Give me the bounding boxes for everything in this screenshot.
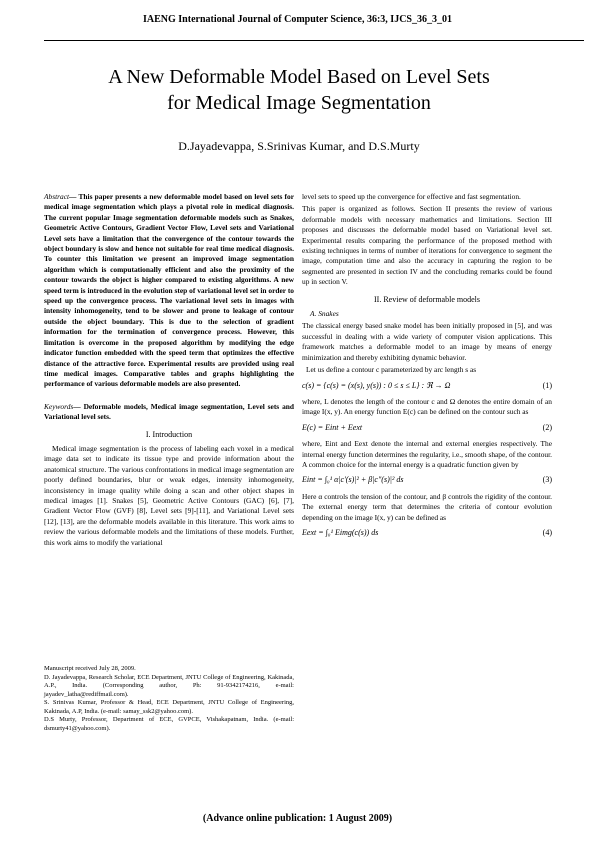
abstract-text: — This paper presents a new deformable model based on level sets for medical image segmentation which plays a pivotal role in medical diagnosis. The current popular Image segmentation deformable models such as Snakes, Geometric Active Contours, Gradient Vector Flow, Level sets and Variational Level sets have a limitation that the convergence of the contour towards the object boundary is slow and hence not suitable for real time medical diagnosis. To counter this limitation we present an improved image segmentation algorithm which is computationally efficient and also the proximity of the contour towards the object is higher compared to existing algorithms. A new speed term is introduced in the evolution step of variational level set in order to speed up the convergence process. The variational level sets in images with intensity inhomogeneity, tend to be slower and prone to leakage of contour outside the object boundary. This is due to the selection of gradient information for the termination of convergence process. However, this limitation is overcome in the proposed algorithm by modifying the edge indicator function embedded with the speed term that optimizes the effective distance of the attractive force. Experimental results are provided using real time medical images. Comparative tables and graphs highlighting the performance of various deformable models are also presented. <box>44 192 294 389</box>
left-column <box>44 192 294 550</box>
snakes-paragraph-5: Here α controls the tension of the contour, and β controls the rigidity of the contour. The external energy term that determines the criteria of contour evolution depending on the image I(x, y) can be defined as <box>302 491 552 522</box>
footnote-author-2: S. Srinivas Kumar, Professor & Head, ECE Department, JNTU College of Engineering, Kakinada, A.P, India. (e-mail: samay_ssk2@yahoo.com). <box>44 699 294 715</box>
equation-4 <box>302 528 552 538</box>
abstract-label: Abstract <box>44 192 70 201</box>
equation-3-body: Eint = ∫₀¹ α|c′(s)|² + β|c″(s)|² ds <box>302 475 404 485</box>
equation-1 <box>302 381 552 391</box>
equation-1-number: (1) <box>542 380 552 390</box>
footnote-manuscript: Manuscript received July 28, 2009. <box>44 665 136 672</box>
equation-3-number: (3) <box>542 475 552 485</box>
snakes-paragraph-1: The classical energy based snake model has been initially proposed in [5], and was successful in dealing with a wide variety of computer vision applications. This framework matches a deformable model to an image by means of energy minimization and thereby exhibiting dynamic behavior. <box>302 321 552 362</box>
equation-2 <box>302 423 552 433</box>
right-column <box>302 192 552 544</box>
keywords <box>44 402 294 423</box>
subsection-snakes-heading: A. Snakes <box>310 309 339 319</box>
equation-1-body: c(s) = {c(s) = (x(s), y(s)) : 0 ≤ s ≤ L} : ℜ → Ω <box>302 380 451 390</box>
equation-4-number: (4) <box>542 527 552 537</box>
keywords-label: Keywords <box>44 401 74 411</box>
snakes-paragraph-3: where, L denotes the length of the contour c and Ω denotes the entire domain of an image I(x, y). An energy function E(c) can be defined on the contour such as <box>302 396 552 417</box>
right-paragraph-1: level sets to speed up the convergence for effective and fast segmentation. <box>302 192 521 201</box>
section-1-heading: I. Introduction <box>145 429 193 439</box>
equation-2-body: E(c) = Eint + Eext <box>302 422 363 432</box>
footnote-author-3: D.S Murty, Professor, Department of ECE, GVPCE, Vishakapatnam, India. (e-mail: dsmurty41@yahoo.com). <box>44 716 294 732</box>
right-paragraph-2: This paper is organized as follows. Section II presents the review of various deformable models with necessary mathematics and limitations. Section III proposes and discusses the deformable model based on Variational level set. Experimental results comparing the performance of the proposed method with existing techniques in terms of number of iterations for convergence to segment the image, computation time and also the accuracy in capturing the region to be segmented are presented in section IV and the concluding remarks could be found up in section V. <box>302 204 552 287</box>
paper-title <box>44 64 554 116</box>
section-2-heading: II. Review of deformable models <box>374 294 480 304</box>
title-line-1: A New Deformable Model Based on Level Sets <box>108 66 490 88</box>
intro-paragraph: Medical image segmentation is the process of labeling each voxel in a medical image data set to indicate its tissue type and provide information about the anatomical structure. The various confrontations in medical image segmentation are poorly defined boundaries, blur or weak edges, intensity inhomogeneity, inconsistency in image quality while doing a scan and other object shapes in medical images [1]. Snakes [5], Geometric Active Contours (GAC) [6], [7], Gradient Vector Flow (GVF) [8], Level sets [9]-[11], and Variational Level sets [12], [13], are the deformable models available in this literature. This work aims to review the various deformable models and the limitations of these models. Further, this work aims to modify the variational <box>44 443 294 547</box>
equation-2-number: (2) <box>542 422 552 432</box>
snakes-paragraph-4: where, Eint and Eext denote the internal and external energies respectively. The internal energy function determines the regularity, i.e., smooth shape, of the contour. A common choice for the internal energy is a quadratic function given by <box>302 439 552 469</box>
publication-footer: (Advance online publication: 1 August 2009) <box>202 813 393 824</box>
title-line-2: for Medical Image Segmentation <box>167 92 431 114</box>
header-rule <box>44 40 584 41</box>
equation-3 <box>302 475 552 485</box>
abstract <box>44 192 294 390</box>
journal-header: IAENG International Journal of Computer Science, 36:3, IJCS_36_3_01 <box>143 14 452 25</box>
footnotes <box>44 665 294 733</box>
keywords-text: — Deformable models, Medical image segmentation, Level sets and Variational level sets. <box>44 401 294 422</box>
equation-4-body: Eext = ∫₀¹ Eimg(c(s)) ds <box>302 527 379 537</box>
footnote-author-1: D. Jayadevappa, Research Scholar, ECE Department, JNTU College of Engineering, Kakinada, A.P., India. (Corresponding author, Ph: 91-9342174216, e-mail: jayadev_latha@rediffmail.com). <box>44 673 294 698</box>
authors: D.Jayadevappa, S.Srinivas Kumar, and D.S.Murty <box>178 139 420 153</box>
snakes-paragraph-2: Let us define a contour c parameterized by arc length s as <box>306 365 477 375</box>
